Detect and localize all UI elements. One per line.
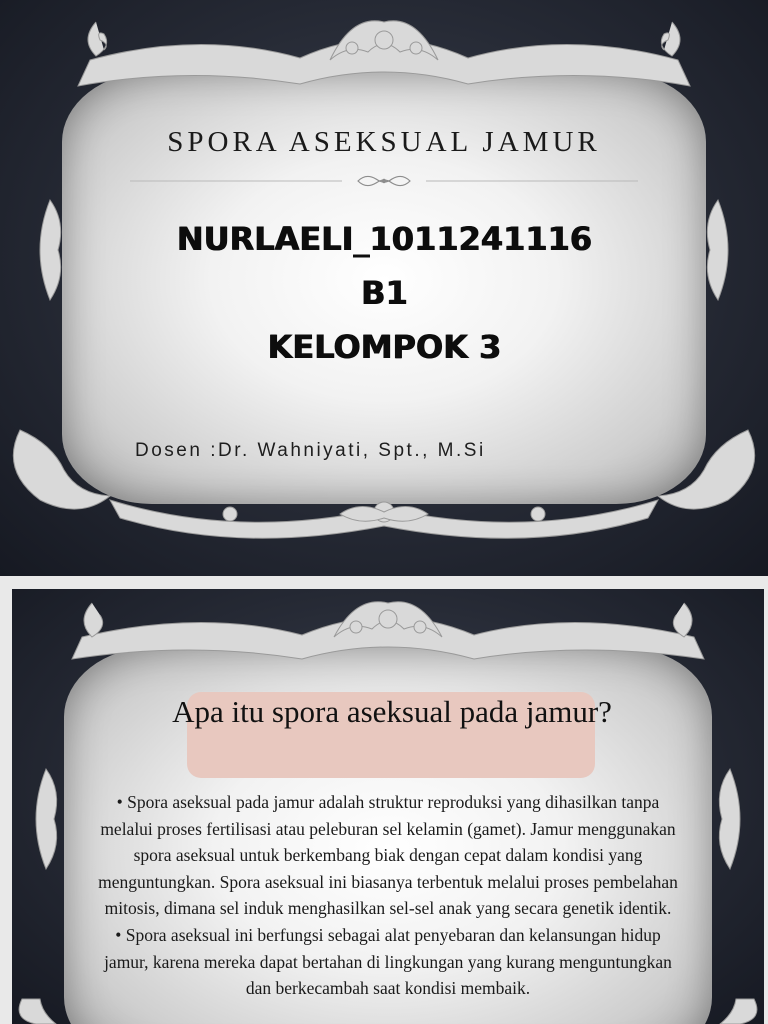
- slide-title: SPORA ASEKSUAL JAMUR: [167, 126, 601, 158]
- bullet-paragraph: • Spora aseksual pada jamur adalah struktur reproduksi yang dihasilkan tanpa melalui proses fertilisasi atau peleburan sel kelamin (gamet). Jamur menggunakan spora aseksual untuk berkembang biak dengan cepat dalam kondisi yang menguntungkan. Spora aseksual ini biasanya terbentuk melalui proses pembelahan mitosis, dimana sel induk menghasilkan sel-sel anak yang secara genetik identik.: [98, 792, 678, 919]
- lecturer-name: Dosen :Dr. Wahniyati, Spt., M.Si: [135, 440, 486, 461]
- class-label: B1: [360, 274, 408, 312]
- group-label: KELOMPOK 3: [267, 328, 501, 366]
- slide-heading: Apa itu spora aseksual pada jamur?: [172, 694, 612, 729]
- title-divider: [130, 171, 638, 191]
- bullet-paragraph: • Spora aseksual ini berfungsi sebagai alat penyebaran dan kelansungan hidup jamur, karena mereka dapat bertahan di lingkungan yang kurang menguntungkan dan berkecambah saat kondisi membaik.: [104, 924, 672, 999]
- content-slide: [12, 589, 764, 1024]
- body-text: [94, 789, 682, 1002]
- student-name-id: NURLAELI_1011241116: [176, 220, 592, 258]
